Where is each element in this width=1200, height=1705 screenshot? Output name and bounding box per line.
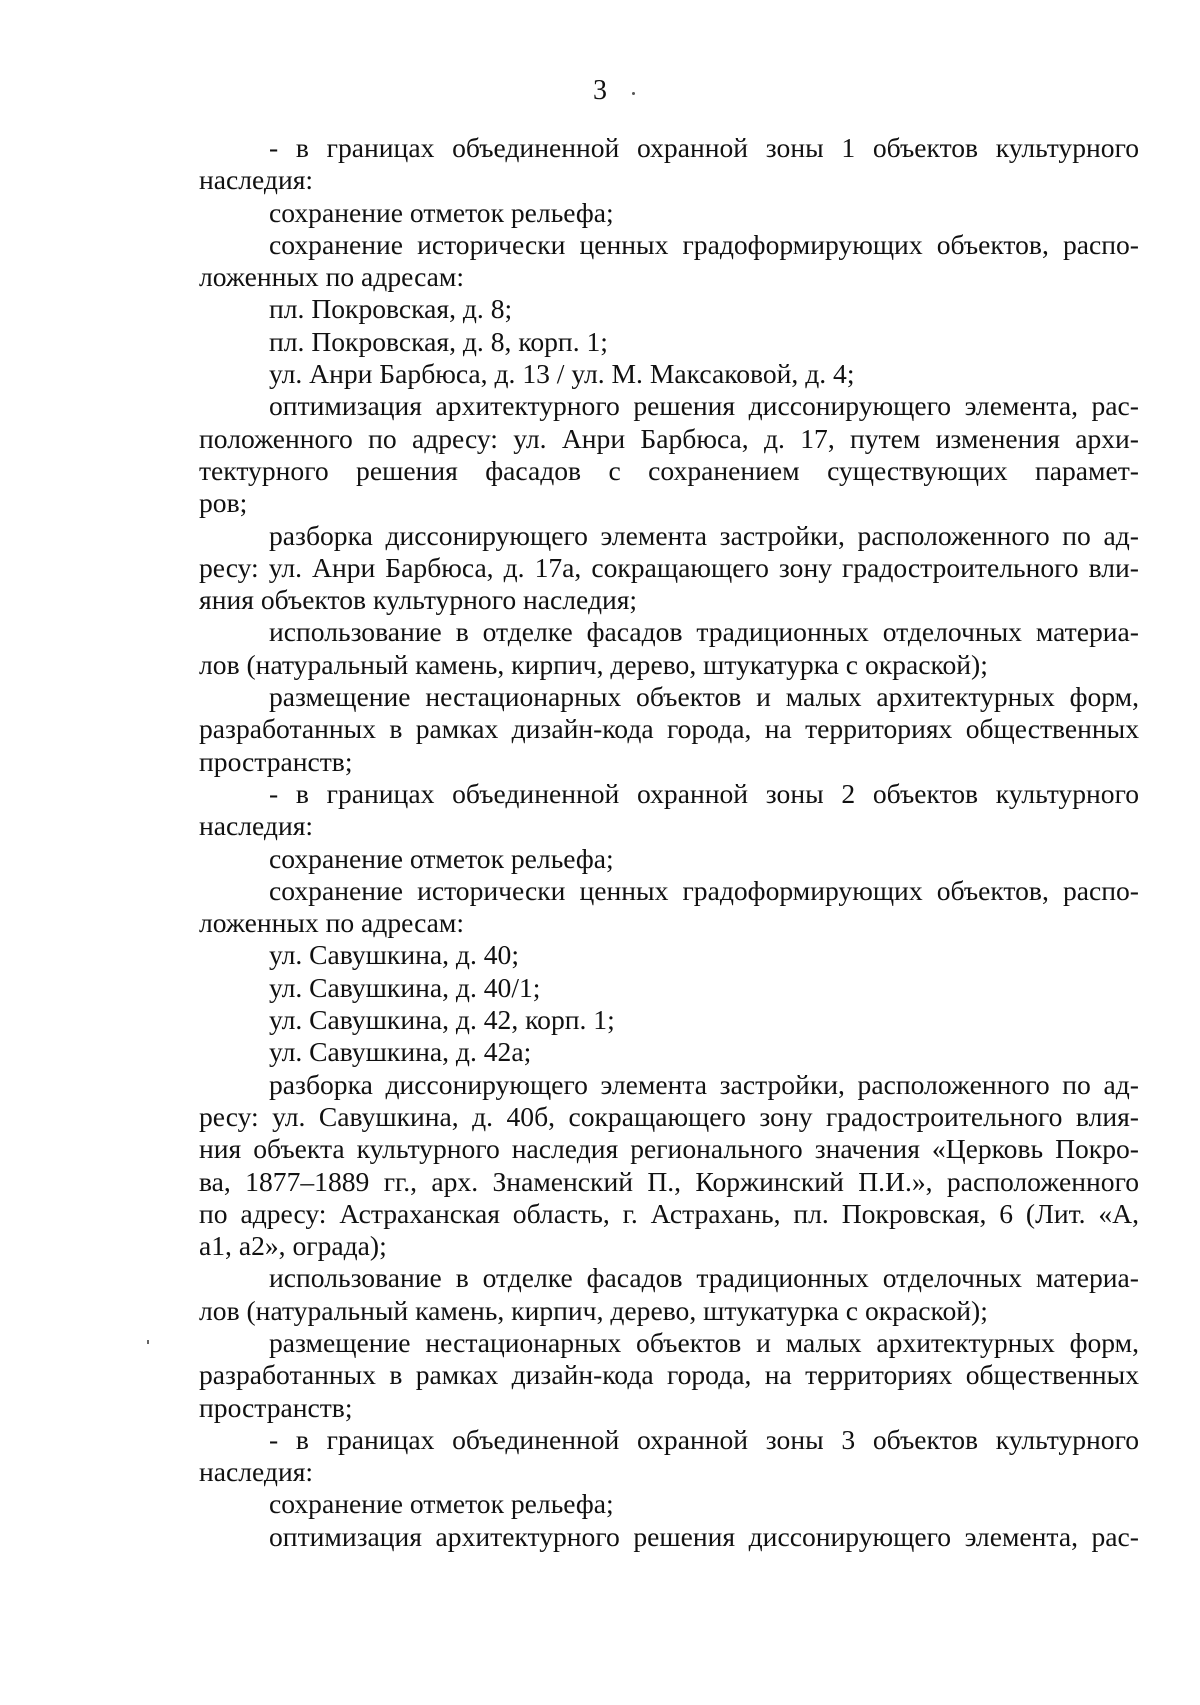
text-line: пространств; bbox=[199, 745, 353, 777]
text-line: разработанных в рамках дизайн-кода города, на территориях общественных bbox=[199, 713, 1139, 745]
scan-speck bbox=[632, 92, 635, 95]
text-line: разборка диссонирующего элемента застройки, расположенного по ад- bbox=[269, 519, 1139, 551]
text-line: ресу: ул. Анри Барбюса, д. 17а, сокращающего зону градостроительного вли- bbox=[199, 551, 1139, 583]
text-line: лов (натуральный камень, кирпич, дерево, штукатурка с окраской); bbox=[199, 648, 988, 680]
text-line: оптимизация архитектурного решения диссонирующего элемента, рас- bbox=[269, 390, 1139, 422]
text-line: а1, а2», ограда); bbox=[199, 1230, 387, 1262]
text-line: ва, 1877–1889 гг., арх. Знаменский П., Коржинский П.И.», расположенного bbox=[199, 1165, 1139, 1197]
text-line: сохранение отметок рельефа; bbox=[269, 196, 614, 228]
text-line: - в границах объединенной охранной зоны 3 объектов культурного bbox=[269, 1423, 1139, 1455]
text-line: сохранение отметок рельефа; bbox=[269, 842, 614, 874]
text-line: использование в отделке фасадов традиционных отделочных материа- bbox=[269, 616, 1139, 648]
text-line: - в границах объединенной охранной зоны 1 объектов культурного bbox=[269, 132, 1139, 163]
text-line: ров; bbox=[199, 487, 248, 519]
text-line: ресу: ул. Савушкина, д. 40б, сокращающего зону градостроительного влия- bbox=[199, 1100, 1139, 1132]
text-line: ния объекта культурного наследия регионального значения «Церковь Покро- bbox=[199, 1133, 1139, 1165]
text-line: - в границах объединенной охранной зоны 2 объектов культурного bbox=[269, 777, 1139, 809]
text-line: ложенных по адресам: bbox=[199, 261, 465, 293]
text-line: наследия: bbox=[199, 810, 314, 842]
text-line: наследия: bbox=[199, 164, 314, 196]
text-line: сохранение исторически ценных градоформирующих объектов, распо- bbox=[269, 228, 1139, 260]
text-line: пространств; bbox=[199, 1391, 353, 1423]
text-line: разборка диссонирующего элемента застройки, расположенного по ад- bbox=[269, 1068, 1139, 1100]
text-line: яния объектов культурного наследия; bbox=[199, 584, 638, 616]
text-line: ул. Савушкина, д. 42, корп. 1; bbox=[269, 1004, 615, 1036]
document-body bbox=[199, 132, 1139, 1553]
text-line: ул. Савушкина, д. 40; bbox=[269, 939, 520, 971]
text-line: лов (натуральный камень, кирпич, дерево, штукатурка с окраской); bbox=[199, 1294, 988, 1326]
text-line: ул. Анри Барбюса, д. 13 / ул. М. Максаковой, д. 4; bbox=[269, 358, 855, 390]
scan-speck bbox=[147, 1340, 149, 1344]
text-line: ул. Савушкина, д. 42а; bbox=[269, 1036, 532, 1068]
text-line: пл. Покровская, д. 8, корп. 1; bbox=[269, 325, 608, 357]
text-line: использование в отделке фасадов традиционных отделочных материа- bbox=[269, 1262, 1139, 1294]
page-number: 3 bbox=[593, 75, 607, 106]
text-line: тектурного решения фасадов с сохранением существующих парамет- bbox=[199, 454, 1139, 486]
text-line: наследия: bbox=[199, 1456, 314, 1488]
text-line: разработанных в рамках дизайн-кода города, на территориях общественных bbox=[199, 1359, 1139, 1391]
text-line: по адресу: Астраханская область, г. Астрахань, пл. Покровская, 6 (Лит. «А, bbox=[199, 1197, 1139, 1229]
text-line: оптимизация архитектурного решения диссонирующего элемента, рас- bbox=[269, 1520, 1139, 1552]
text-line: размещение нестационарных объектов и малых архитектурных форм, bbox=[269, 1326, 1139, 1358]
text-line: сохранение отметок рельефа; bbox=[269, 1488, 614, 1520]
text-line: ул. Савушкина, д. 40/1; bbox=[269, 971, 541, 1003]
text-line: положенного по адресу: ул. Анри Барбюса, д. 17, путем изменения архи- bbox=[199, 422, 1139, 454]
text-line: ложенных по адресам: bbox=[199, 907, 465, 939]
text-line: размещение нестационарных объектов и малых архитектурных форм, bbox=[269, 681, 1139, 713]
text-line: пл. Покровская, д. 8; bbox=[269, 293, 513, 325]
text-line: сохранение исторически ценных градоформирующих объектов, распо- bbox=[269, 874, 1139, 906]
